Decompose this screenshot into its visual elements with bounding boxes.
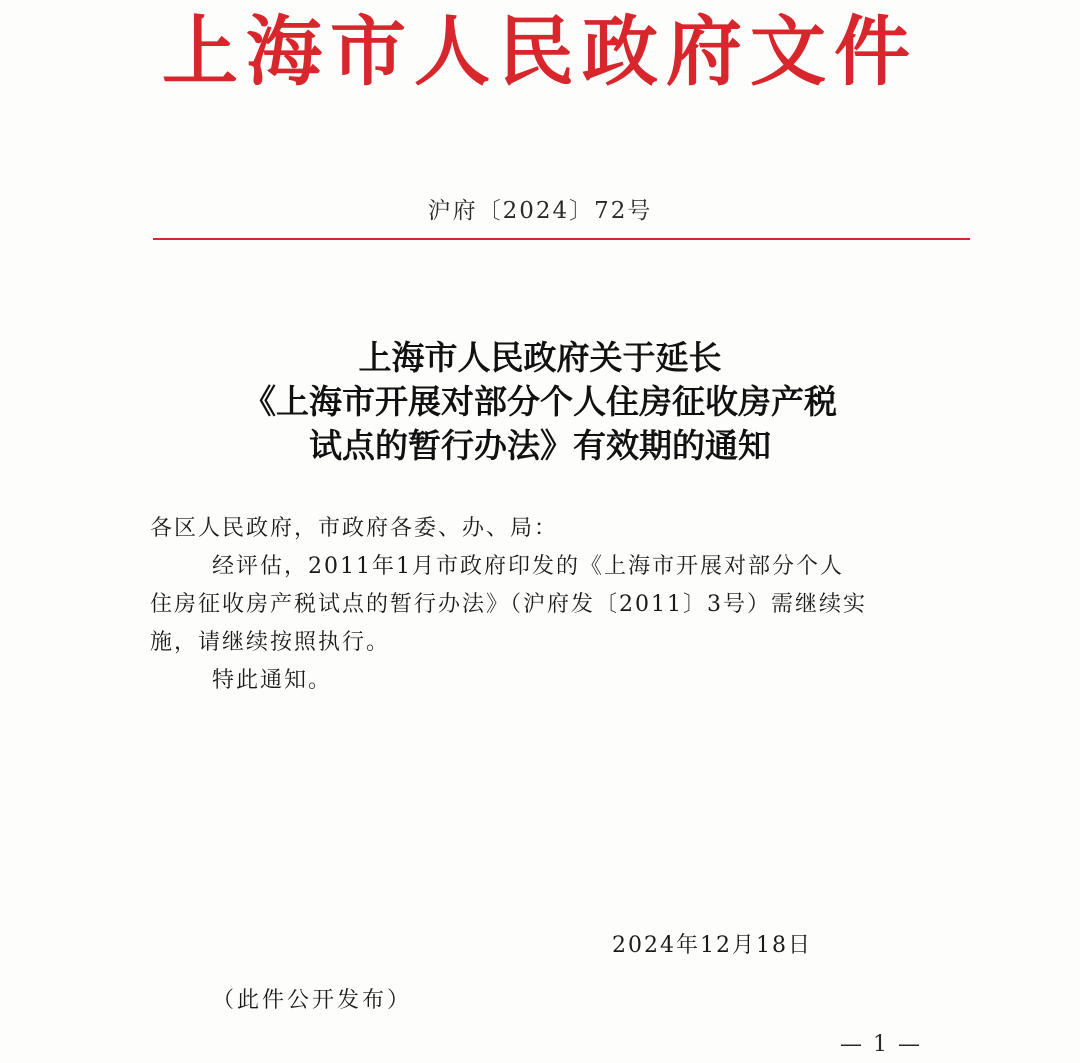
title-line: 《上海市开展对部分个人住房征收房产税 [243, 382, 837, 421]
public-release-note: （此件公开发布） [212, 988, 413, 1013]
page-number: — 1 — [840, 1032, 922, 1057]
body-paragraph [150, 548, 980, 662]
notice-title [0, 336, 1080, 468]
issue-date: 2024年12月18日 [612, 933, 812, 958]
body-line: 经评估，2011年1月市政府印发的《上海市开展对部分个人 [212, 554, 844, 579]
body-line: 施，请继续按照执行。 [150, 630, 391, 655]
red-divider [153, 238, 970, 240]
title-line: 上海市人民政府关于延长 [358, 338, 722, 377]
closing-line: 特此通知。 [212, 668, 333, 693]
document-number: 沪府〔2024〕72号 [427, 198, 653, 224]
masthead-title: 上海市人民政府文件 [162, 7, 918, 96]
addressee: 各区人民政府，市政府各委、办、局： [150, 516, 559, 541]
title-line: 试点的暂行办法》有效期的通知 [309, 426, 771, 465]
body-line: 住房征收房产税试点的暂行办法》（沪府发〔2011〕3号）需继续实 [150, 592, 867, 617]
